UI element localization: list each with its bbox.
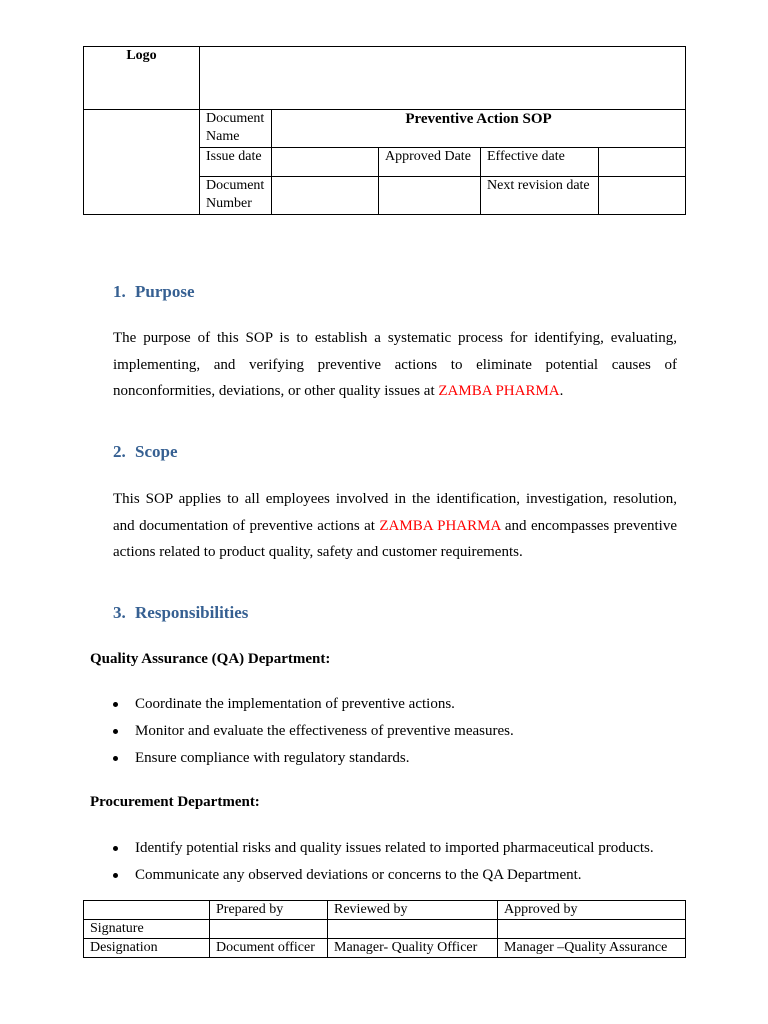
prepared-designation: Document officer bbox=[210, 939, 328, 958]
document-title: Preventive Action SOP bbox=[272, 110, 686, 148]
procurement-responsibility-list bbox=[113, 835, 654, 889]
prepared-signature bbox=[210, 920, 328, 939]
purpose-title: Purpose bbox=[135, 282, 195, 301]
list-item: Communicate any observed deviations or concerns to the QA Department. bbox=[113, 862, 654, 889]
scope-heading bbox=[113, 442, 178, 462]
purpose-number: 1. bbox=[113, 282, 126, 301]
issue-date-label: Issue date bbox=[200, 148, 272, 177]
next-revision-value bbox=[599, 177, 686, 215]
qa-responsibility-list bbox=[113, 691, 514, 772]
approved-date-value bbox=[379, 177, 481, 215]
purpose-paragraph bbox=[113, 325, 677, 405]
reviewed-signature bbox=[328, 920, 498, 939]
responsibilities-heading bbox=[113, 603, 248, 623]
list-item: Coordinate the implementation of preventive actions. bbox=[113, 691, 514, 718]
qa-department-heading: Quality Assurance (QA) Department: bbox=[90, 651, 331, 667]
purpose-text-end: . bbox=[559, 383, 564, 400]
effective-date-value bbox=[599, 148, 686, 177]
approved-designation: Manager –Quality Assurance bbox=[498, 939, 686, 958]
document-number-value bbox=[272, 177, 379, 215]
list-item: Monitor and evaluate the effectiveness of preventive measures. bbox=[113, 718, 514, 745]
purpose-heading bbox=[113, 282, 195, 302]
list-item: Ensure compliance with regulatory standards. bbox=[113, 745, 514, 772]
list-item: Identify potential risks and quality issues related to imported pharmaceutical products. bbox=[113, 835, 654, 862]
issue-date-value bbox=[272, 148, 379, 177]
designation-label: Designation bbox=[84, 939, 210, 958]
header-blank-cell bbox=[200, 47, 686, 110]
approved-signature bbox=[498, 920, 686, 939]
approved-by-header: Approved by bbox=[498, 901, 686, 920]
header-side-cell bbox=[84, 110, 200, 215]
company-name: ZAMBA PHARMA bbox=[438, 383, 560, 400]
logo-cell: Logo bbox=[84, 47, 200, 110]
header-table bbox=[83, 46, 686, 215]
scope-number: 2. bbox=[113, 442, 126, 461]
scope-title: Scope bbox=[135, 442, 178, 461]
signature-label: Signature bbox=[84, 920, 210, 939]
approved-date-label: Approved Date bbox=[379, 148, 481, 177]
reviewed-by-header: Reviewed by bbox=[328, 901, 498, 920]
approval-corner-cell bbox=[84, 901, 210, 920]
procurement-department-heading: Procurement Department: bbox=[90, 794, 260, 810]
reviewed-designation: Manager- Quality Officer bbox=[328, 939, 498, 958]
purpose-text: The purpose of this SOP is to establish a systematic process for identifying, evaluating, implementing, and verifying preventive actions to eliminate potential causes of nonconformities, deviations, or other quality issues at bbox=[113, 330, 677, 400]
responsibilities-number: 3. bbox=[113, 603, 126, 622]
prepared-by-header: Prepared by bbox=[210, 901, 328, 920]
document-name-label: Document Name bbox=[200, 110, 272, 148]
responsibilities-title: Responsibilities bbox=[135, 603, 249, 622]
scope-paragraph bbox=[113, 486, 677, 566]
document-number-label: Document Number bbox=[200, 177, 272, 215]
approval-table bbox=[83, 900, 686, 958]
effective-date-label: Effective date bbox=[481, 148, 599, 177]
next-revision-label: Next revision date bbox=[481, 177, 599, 215]
scope-text-end: and encompasses preventive actions related to product quality, safety and customer requirements. bbox=[113, 517, 677, 561]
scope-text: This SOP applies to all employees involved in the identification, investigation, resolution, and documentation of preventive actions at bbox=[113, 491, 677, 534]
company-name: ZAMBA PHARMA bbox=[379, 517, 501, 534]
